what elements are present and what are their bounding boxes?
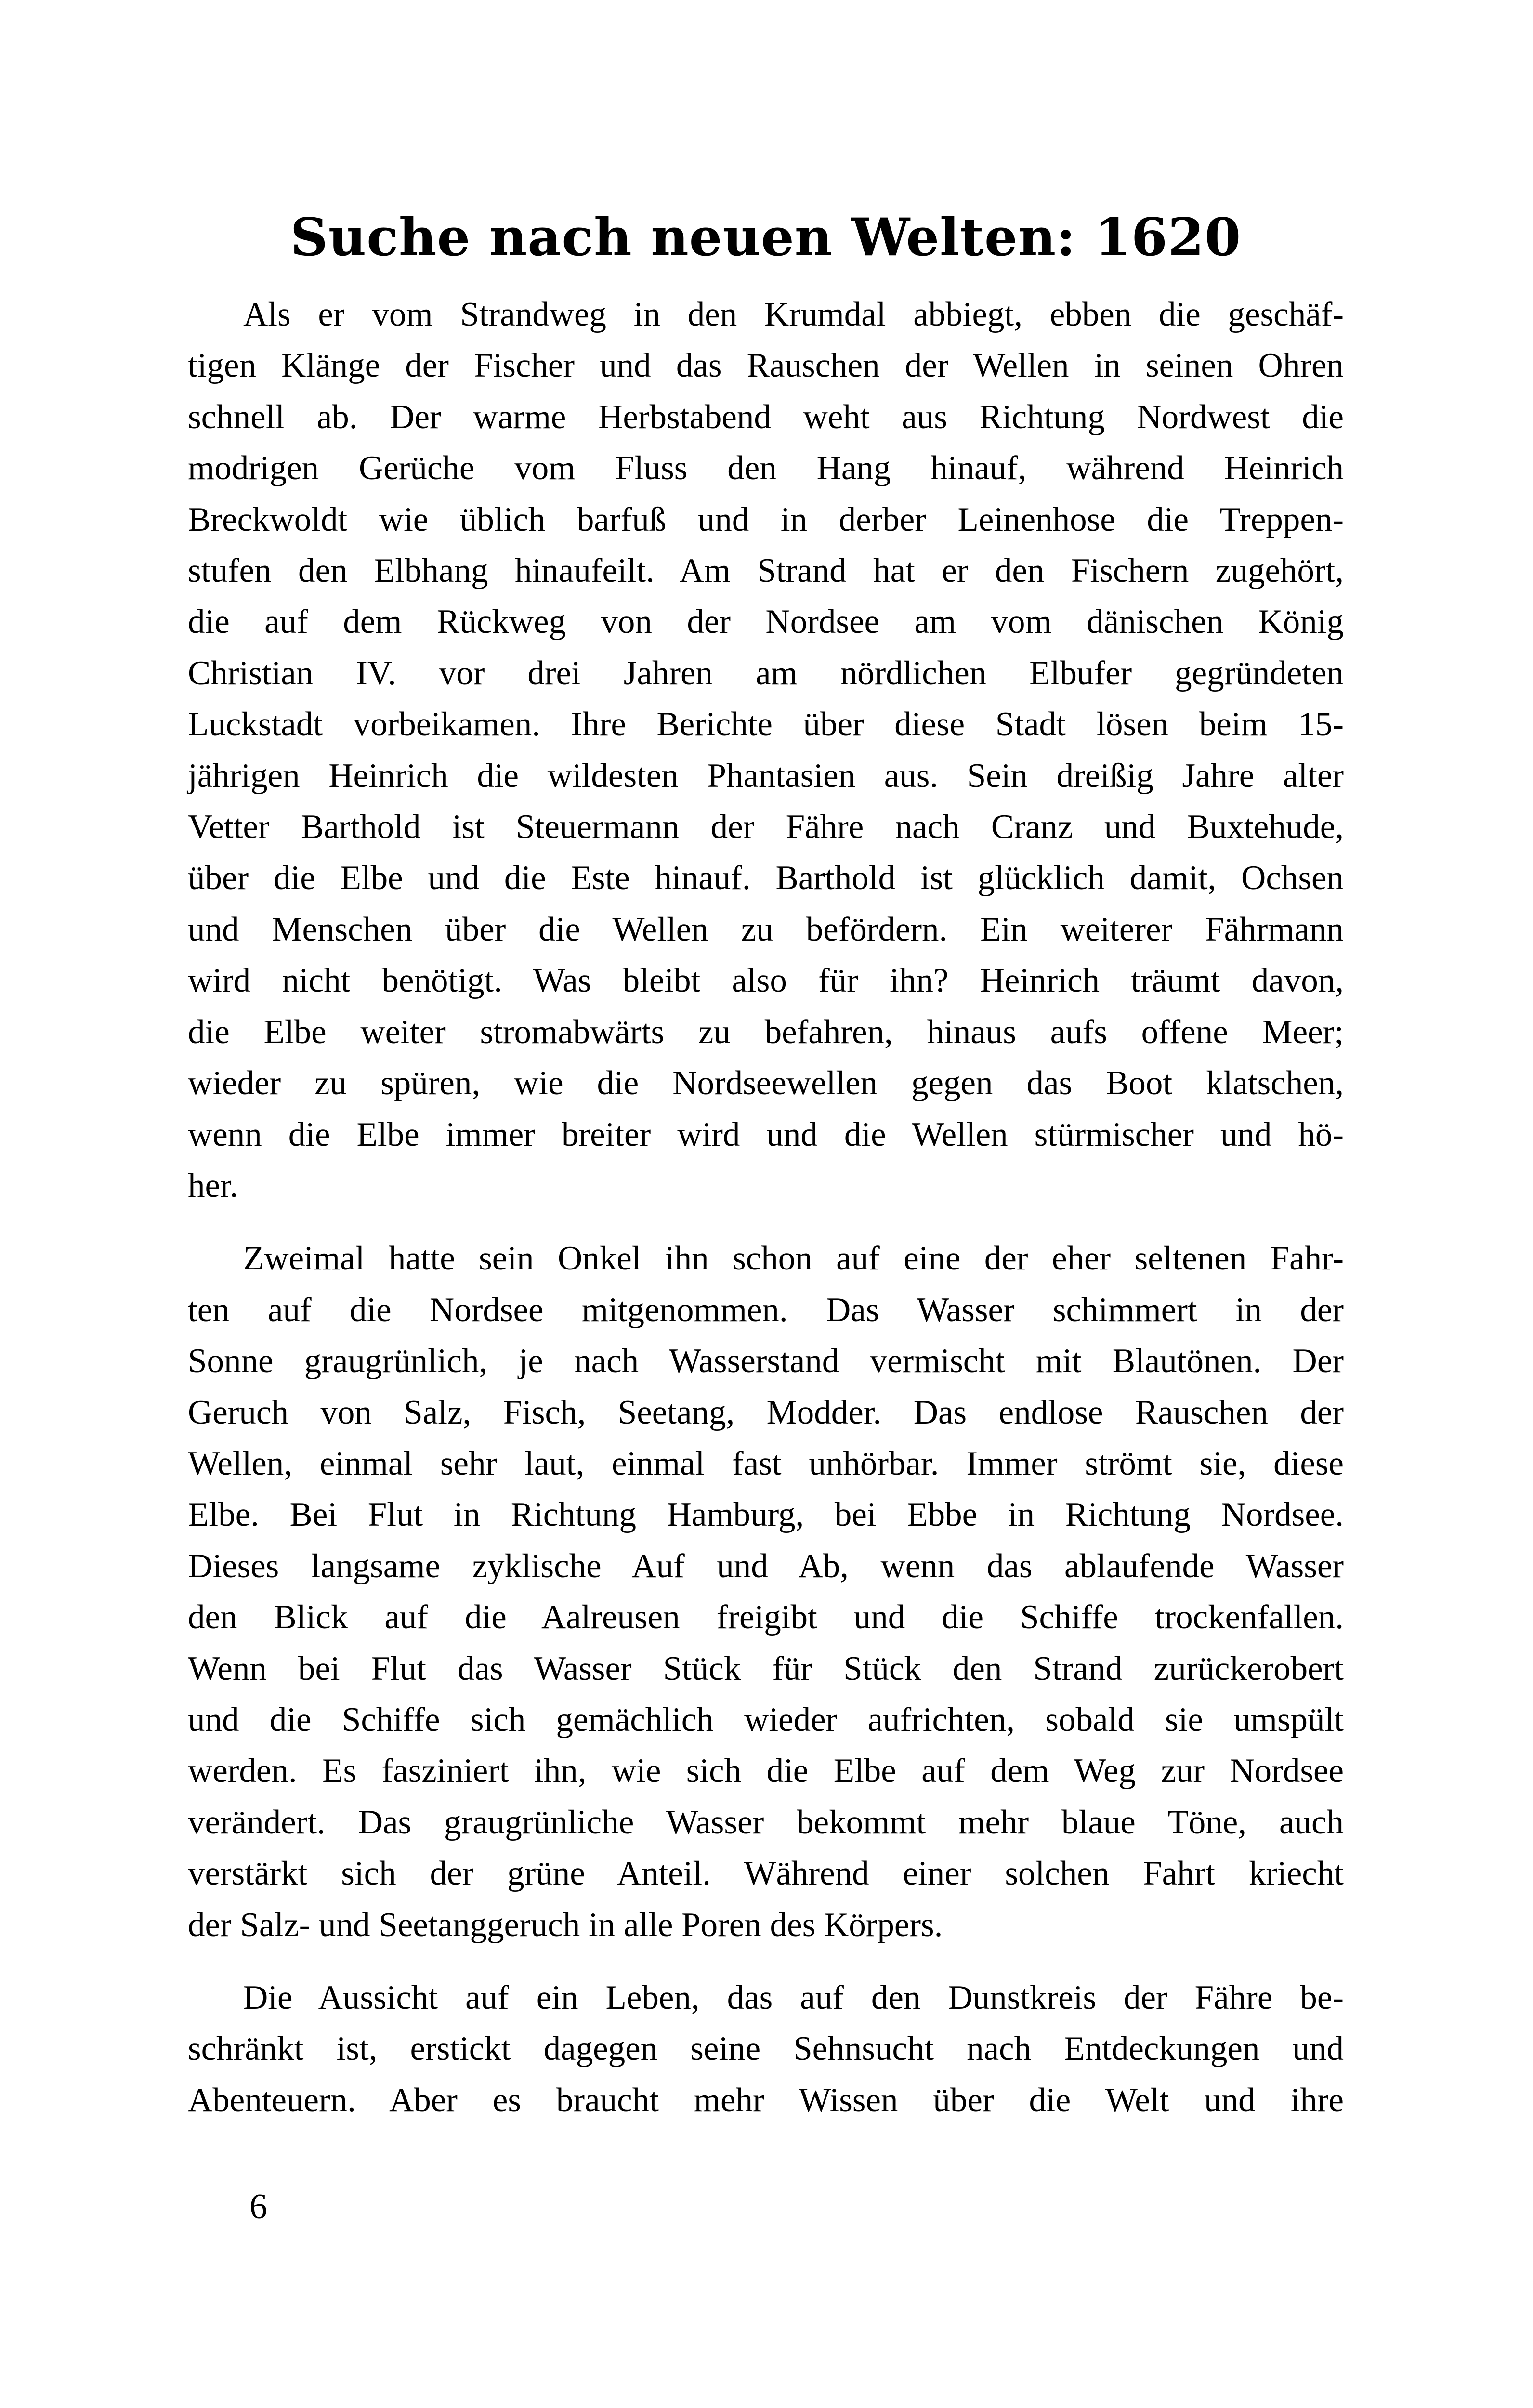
text-line: Vetter Barthold ist Steuermann der Fähre nach Cranz und Buxtehude, [188,808,1344,846]
text-line: tigen Klänge der Fischer und das Rauschen der Wellen in seinen Ohren [188,347,1344,385]
text-line: schnell ab. Der warme Herbstabend weht aus Richtung Nordwest die [188,398,1344,436]
text-line: Die Aussicht auf ein Leben, das auf den Dunstkreis der Fähre be- [243,1979,1344,2016]
text-line: verändert. Das graugrünliche Wasser bekommt mehr blaue Töne, auch [188,1803,1344,1841]
paragraph-1 [188,289,1344,1211]
text-line: werden. Es fasziniert ihn, wie sich die Elbe auf dem Weg zur Nordsee [188,1752,1344,1790]
text-line: her. [188,1166,238,1204]
paragraph-2 [188,1233,1344,1950]
text-line: Wellen, einmal sehr laut, einmal fast unhörbar. Immer strömt sie, diese [188,1444,1344,1482]
text-line: der Salz- und Seetanggeruch in alle Poren des Körpers. [188,1906,943,1944]
text-line: modrigen Gerüche vom Fluss den Hang hinauf, während Heinrich [188,449,1344,487]
text-line: die Elbe weiter stromabwärts zu befahren, hinaus aufs offene Meer; [188,1013,1344,1051]
text-line: Geruch von Salz, Fisch, Seetang, Modder. Das endlose Rauschen der [188,1393,1344,1431]
text-line: stufen den Elbhang hinaufeilt. Am Strand hat er den Fischern zugehört, [188,552,1344,590]
text-line: Elbe. Bei Flut in Richtung Hamburg, bei Ebbe in Richtung Nordsee. [188,1496,1344,1534]
paragraph-3 [188,1972,1344,2126]
text-line: Breckwoldt wie üblich barfuß und in derber Leinenhose die Treppen- [188,500,1344,538]
text-line: über die Elbe und die Este hinauf. Barthold ist glücklich damit, Ochsen [188,859,1344,897]
text-line: und die Schiffe sich gemächlich wieder aufrichten, sobald sie umspült [188,1701,1344,1739]
text-line: jährigen Heinrich die wildesten Phantasien aus. Sein dreißig Jahre alter [188,757,1344,795]
text-line: schränkt ist, erstickt dagegen seine Sehnsucht nach Entdeckungen und [188,2030,1344,2068]
text-line: die auf dem Rückweg von der Nordsee am vom dänischen König [188,603,1344,641]
text-line: wieder zu spüren, wie die Nordseewellen gegen das Boot klatschen, [188,1064,1344,1102]
text-line: Dieses langsame zyklische Auf und Ab, wenn das ablaufende Wasser [188,1547,1344,1585]
text-line: wird nicht benötigt. Was bleibt also für ihn? Heinrich träumt davon, [188,962,1344,1000]
text-line: Sonne graugrünlich, je nach Wasserstand vermischt mit Blautönen. Der [188,1342,1344,1380]
text-line: Zweimal hatte sein Onkel ihn schon auf eine der eher seltenen Fahr- [243,1240,1344,1278]
text-line: und Menschen über die Wellen zu befördern. Ein weiterer Fährmann [188,910,1344,948]
text-line: Abenteuern. Aber es braucht mehr Wissen über die Welt und ihre [188,2081,1344,2119]
text-line: ten auf die Nordsee mitgenommen. Das Wasser schimmert in der [188,1291,1344,1329]
text-line: den Blick auf die Aalreusen freigibt und die Schiffe trockenfallen. [188,1598,1344,1636]
body-text [188,289,1344,2147]
text-line: Luckstadt vorbeikamen. Ihre Berichte über diese Stadt lösen beim 15- [188,706,1344,744]
chapter-title: Suche nach neuen Welten: 1620 [290,207,1242,268]
text-line: verstärkt sich der grüne Anteil. Während einer solchen Fahrt kriecht [188,1855,1344,1893]
text-line: Als er vom Strandweg in den Krumdal abbiegt, ebben die geschäf- [243,296,1344,333]
text-line: wenn die Elbe immer breiter wird und die Wellen stürmischer und hö- [188,1115,1344,1153]
page-number: 6 [249,2187,267,2226]
text-line: Wenn bei Flut das Wasser Stück für Stück den Strand zurückerobert [188,1649,1344,1688]
text-line: Christian IV. vor drei Jahren am nördlichen Elbufer gegründeten [188,654,1344,692]
